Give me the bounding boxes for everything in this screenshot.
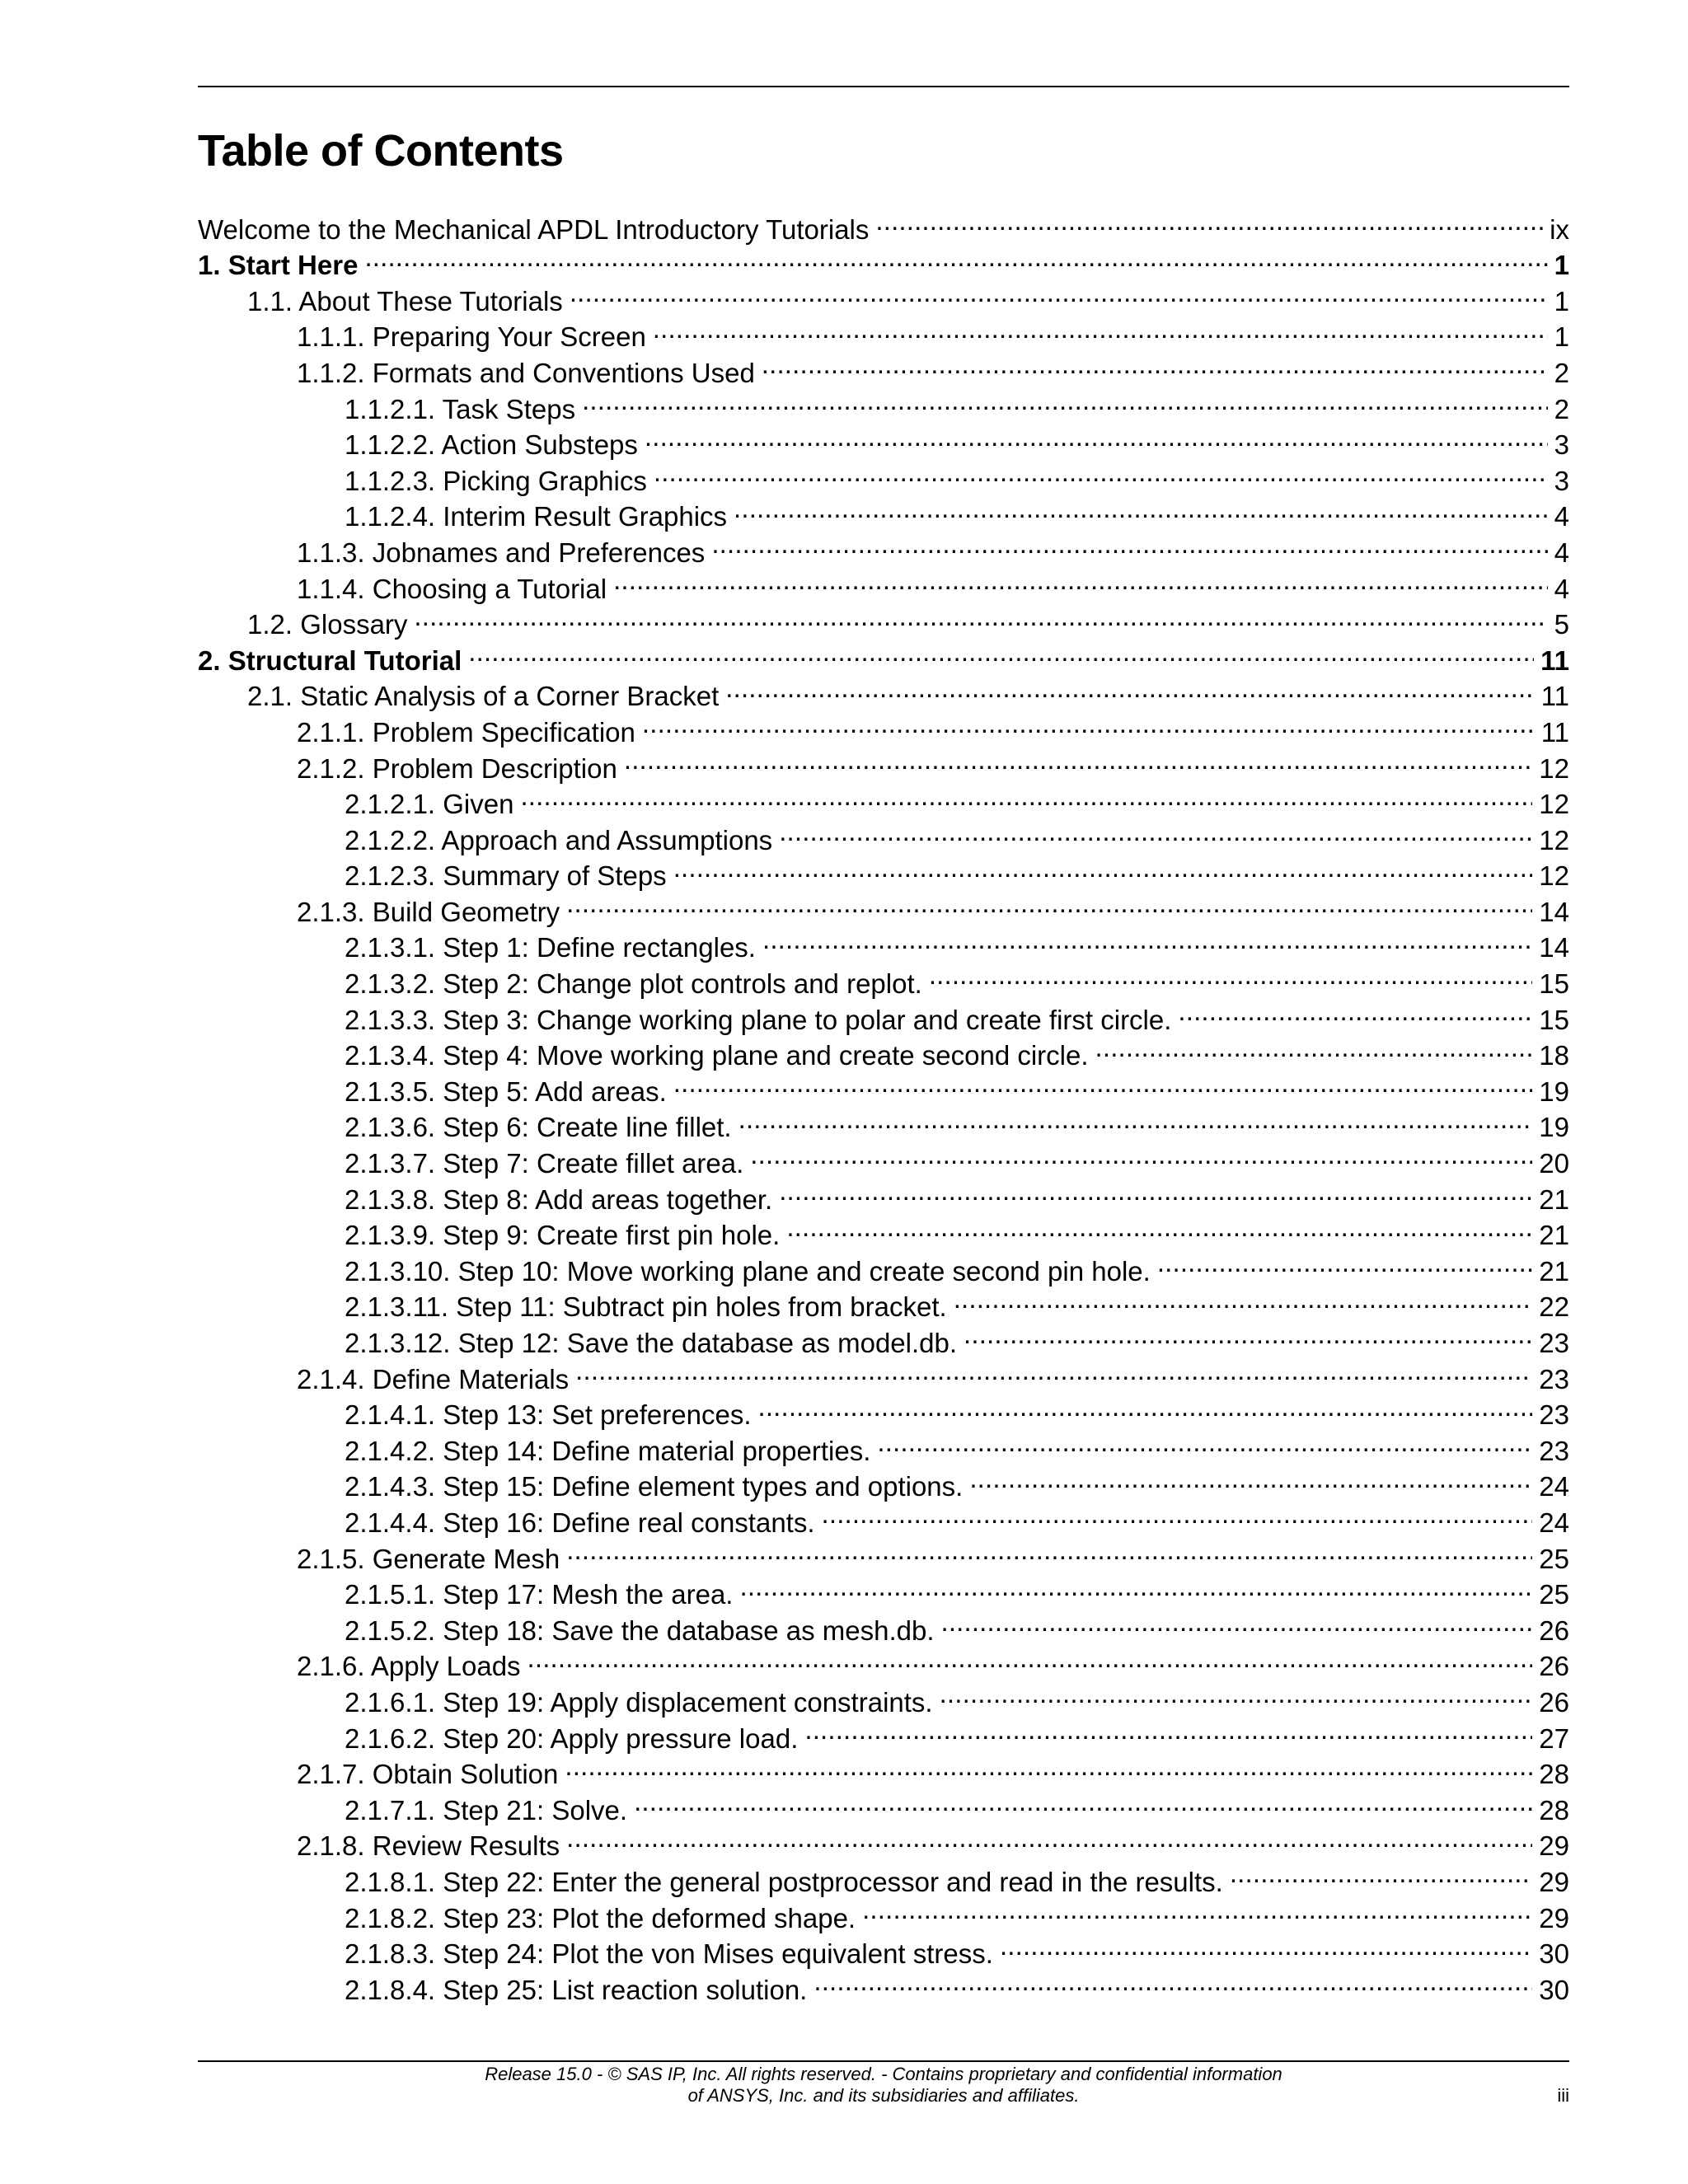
toc-entry-title: 2.1.3.5. Step 5: Add areas. xyxy=(345,1076,667,1107)
toc-dot-leader xyxy=(1095,1029,1533,1066)
toc-entry-page-number: 29 xyxy=(1539,1902,1569,1933)
toc-dot-leader xyxy=(570,274,1548,311)
toc-entry-title: 1.1.4. Choosing a Tutorial xyxy=(297,573,607,604)
toc-dot-leader xyxy=(642,705,1535,742)
toc-dot-leader xyxy=(520,778,1532,814)
toc-dot-leader xyxy=(954,1281,1533,1317)
toc-entry-page-number: ix xyxy=(1550,213,1569,245)
toc-entry[interactable] xyxy=(198,239,1569,281)
page-title: Table of Contents xyxy=(198,126,564,176)
toc-entry-page-number: 12 xyxy=(1539,824,1569,855)
toc-entry-page-number: 12 xyxy=(1539,789,1569,820)
toc-dot-leader xyxy=(814,1963,1532,1999)
toc-entry-page-number: 23 xyxy=(1539,1328,1569,1358)
toc-dot-leader xyxy=(654,454,1548,490)
toc-dot-leader xyxy=(414,598,1547,635)
toc-entry-page-number: 2 xyxy=(1554,357,1569,388)
toc-entry-page-number: 24 xyxy=(1539,1507,1569,1538)
toc-entry-page-number: 1 xyxy=(1554,250,1569,281)
toc-dot-leader xyxy=(779,813,1532,850)
toc-dot-leader xyxy=(738,1101,1533,1137)
toc-dot-leader xyxy=(1230,1855,1532,1891)
toc-entry-page-number: 24 xyxy=(1539,1471,1569,1502)
toc-dot-leader xyxy=(862,1891,1532,1928)
toc-entry-page-number: 20 xyxy=(1539,1148,1569,1179)
toc-dot-leader xyxy=(739,1568,1532,1605)
toc-entry-page-number: 26 xyxy=(1539,1686,1569,1718)
footer-notice-line-1: Release 15.0 - © SAS IP, Inc. All rights reserved. - Contains proprietary and confidential information xyxy=(485,2064,1282,2084)
toc-entry-page-number: 3 xyxy=(1554,429,1569,461)
toc-entry-title: 2.1.7. Obtain Solution xyxy=(297,1759,559,1790)
toc-dot-leader xyxy=(613,562,1548,598)
toc-entry-title: 1.1.1. Preparing Your Screen xyxy=(297,321,646,353)
toc-dot-leader xyxy=(624,742,1532,778)
toc-entry-title: 1.2. Glossary xyxy=(247,609,408,640)
toc-dot-leader xyxy=(653,311,1548,347)
toc-entry-page-number: 25 xyxy=(1539,1579,1569,1610)
toc-entry-page-number: 4 xyxy=(1554,501,1569,532)
toc-entry-title: 2.1.8.3. Step 24: Plot the von Mises equivalent stress. xyxy=(345,1938,993,1970)
toc-entry-title: 2.1.5.2. Step 18: Save the database as mesh.db. xyxy=(345,1615,935,1646)
toc-dot-leader xyxy=(673,1065,1533,1101)
toc-entry-title: 1.1.2.1. Task Steps xyxy=(345,393,576,424)
toc-dot-leader xyxy=(877,1424,1532,1460)
toc-entry-page-number: 15 xyxy=(1539,1004,1569,1035)
toc-entry-page-number: 25 xyxy=(1539,1543,1569,1574)
toc-entry[interactable] xyxy=(198,274,1569,316)
toc-entry-title: 1.1.2.2. Action Substeps xyxy=(345,429,638,461)
toc-entry-title: Welcome to the Mechanical APDL Introductory Tutorials xyxy=(198,213,870,245)
toc-dot-leader xyxy=(758,1389,1533,1425)
toc-entry-title: 2.1.3.2. Step 2: Change plot controls and replot. xyxy=(345,968,922,1000)
toc-entry-title: 2.1.4. Define Materials xyxy=(297,1363,570,1394)
footer-rule xyxy=(198,2060,1569,2062)
toc-dot-leader xyxy=(364,239,1547,275)
toc-entry-page-number: 21 xyxy=(1539,1220,1569,1251)
toc-dot-leader xyxy=(566,1820,1532,1856)
toc-entry-page-number: 11 xyxy=(1540,716,1569,748)
toc-entry-page-number: 15 xyxy=(1539,968,1569,1000)
toc-entry-title: 2.1.3.4. Step 4: Move working plane and create second circle. xyxy=(345,1040,1089,1071)
toc-entry-page-number: 26 xyxy=(1539,1651,1569,1682)
toc-dot-leader xyxy=(941,1604,1533,1640)
toc-entry-title: 2.1.5.1. Step 17: Mesh the area. xyxy=(345,1579,734,1610)
toc-dot-leader xyxy=(734,490,1548,527)
toc-dot-leader xyxy=(804,1712,1532,1748)
toc-dot-leader xyxy=(634,1783,1532,1820)
toc-entry-title: 2.1.5. Generate Mesh xyxy=(297,1543,560,1574)
toc-entry-title: 2.1. Static Analysis of a Corner Bracket xyxy=(247,681,720,712)
toc-entry-title: 1.1.2.4. Interim Result Graphics xyxy=(345,501,728,532)
toc-entry-title: 2.1.2.3. Summary of Steps xyxy=(345,860,667,892)
toc-entry-page-number: 12 xyxy=(1539,860,1569,892)
toc-entry-page-number: 3 xyxy=(1554,465,1569,496)
toc-dot-leader xyxy=(468,634,1534,670)
toc-dot-leader xyxy=(528,1640,1533,1676)
toc-dot-leader xyxy=(875,203,1543,239)
toc-entry-title: 2.1.2. Problem Description xyxy=(297,752,617,784)
toc-entry-title: 2.1.3.12. Step 12: Save the database as model.db. xyxy=(345,1328,958,1358)
toc-entry-page-number: 2 xyxy=(1554,393,1569,424)
toc-entry-page-number: 11 xyxy=(1540,681,1569,712)
toc-entry-page-number: 4 xyxy=(1554,573,1569,604)
toc-entry-title: 2.1.8.2. Step 23: Plot the deformed shape. xyxy=(345,1902,856,1933)
toc-entry-page-number: 21 xyxy=(1539,1183,1569,1215)
toc-dot-leader xyxy=(750,1137,1532,1173)
toc-entry-page-number: 5 xyxy=(1554,609,1569,640)
toc-entry-page-number: 30 xyxy=(1539,1938,1569,1970)
toc-entry-page-number: 14 xyxy=(1539,896,1569,927)
toc-entry-title: 2.1.3.7. Step 7: Create fillet area. xyxy=(345,1148,744,1179)
toc-entry-title: 2.1.6.1. Step 19: Apply displacement constraints. xyxy=(345,1686,933,1718)
toc-entry-title: 1.1.3. Jobnames and Preferences xyxy=(297,537,706,568)
toc-entry-page-number: 4 xyxy=(1554,537,1569,568)
toc-entry-title: 2.1.2.1. Given xyxy=(345,789,514,820)
toc-entry-page-number: 19 xyxy=(1539,1076,1569,1107)
toc-entry-title: 2.1.6. Apply Loads xyxy=(297,1651,521,1682)
toc-entry-title: 2.1.3.8. Step 8: Add areas together. xyxy=(345,1183,773,1215)
toc-entry-page-number: 18 xyxy=(1539,1040,1569,1071)
toc-entry-title: 2.1.3. Build Geometry xyxy=(297,896,560,927)
toc-dot-leader xyxy=(725,670,1534,706)
footer-notice xyxy=(198,2064,1569,2107)
toc-dot-leader xyxy=(822,1496,1533,1532)
header-rule xyxy=(198,86,1569,87)
toc-entry-title: 2.1.4.3. Step 15: Define element types and options. xyxy=(345,1471,964,1502)
toc-dot-leader xyxy=(711,526,1547,562)
toc-entry-page-number: 1 xyxy=(1554,285,1569,316)
toc-entry-page-number: 1 xyxy=(1554,321,1569,353)
footer-notice-line-2: of ANSYS, Inc. and its subsidiaries and affiliates. xyxy=(687,2085,1080,2106)
toc-entry-page-number: 23 xyxy=(1539,1399,1569,1431)
toc-entry-page-number: 29 xyxy=(1539,1830,1569,1862)
toc-entry-page-number: 23 xyxy=(1539,1435,1569,1466)
toc-dot-leader xyxy=(565,1748,1532,1784)
toc-entry-title: 2.1.3.11. Step 11: Subtract pin holes from bracket. xyxy=(345,1291,947,1323)
toc-entry-title: 1.1.2. Formats and Conventions Used xyxy=(297,357,755,388)
toc-dot-leader xyxy=(1157,1244,1532,1281)
toc-dot-leader xyxy=(673,850,1533,886)
toc-entry-title: 2.1.6.2. Step 20: Apply pressure load. xyxy=(345,1722,799,1754)
toc-entry-page-number: 11 xyxy=(1540,644,1569,676)
toc-entry-page-number: 26 xyxy=(1539,1615,1569,1646)
toc-entry-page-number: 14 xyxy=(1539,932,1569,963)
toc-entry-title: 2.1.3.6. Step 6: Create line fillet. xyxy=(345,1112,732,1143)
toc-entry-title: 2.1.2.2. Approach and Assumptions xyxy=(345,824,773,855)
toc-entry-title: 2.1.4.1. Step 13: Set preferences. xyxy=(345,1399,752,1431)
toc-entry-page-number: 27 xyxy=(1539,1722,1569,1754)
toc-entry-page-number: 19 xyxy=(1539,1112,1569,1143)
toc-dot-leader xyxy=(575,1352,1532,1389)
toc-entry-page-number: 23 xyxy=(1539,1363,1569,1394)
toc-entry-title: 2.1.8. Review Results xyxy=(297,1830,560,1862)
toc-dot-leader xyxy=(929,957,1532,993)
toc-entry[interactable] xyxy=(198,203,1569,245)
toc-entry-title: 2.1.8.1. Step 22: Enter the general postprocessor and read in the results. xyxy=(345,1866,1223,1897)
table-of-contents xyxy=(198,203,1569,2005)
toc-entry-title: 2.1.4.4. Step 16: Define real constants. xyxy=(345,1507,815,1538)
toc-entry-title: 2.1.3.3. Step 3: Change working plane to polar and create first circle. xyxy=(345,1004,1172,1035)
toc-dot-leader xyxy=(1178,993,1532,1029)
toc-entry-title: 2.1.3.10. Step 10: Move working plane and create second pin hole. xyxy=(345,1255,1151,1286)
toc-entry-title: 2.1.3.9. Step 9: Create first pin hole. xyxy=(345,1220,781,1251)
toc-dot-leader xyxy=(786,1209,1532,1245)
toc-entry-page-number: 21 xyxy=(1539,1255,1569,1286)
toc-entry-title: 1.1.2.3. Picking Graphics xyxy=(345,465,647,496)
toc-dot-leader xyxy=(940,1675,1533,1712)
toc-entry-page-number: 28 xyxy=(1539,1794,1569,1825)
toc-entry-page-number: 29 xyxy=(1539,1866,1569,1897)
toc-entry-title: 1. Start Here xyxy=(198,250,359,281)
footer-page-number: iii xyxy=(1557,2085,1569,2106)
toc-entry-title: 1.1. About These Tutorials xyxy=(247,285,563,316)
toc-dot-leader xyxy=(1000,1928,1532,1964)
toc-dot-leader xyxy=(762,921,1532,958)
toc-dot-leader xyxy=(566,885,1532,921)
toc-entry-page-number: 30 xyxy=(1539,1974,1569,2005)
toc-dot-leader xyxy=(645,419,1548,455)
toc-entry-title: 2.1.3.1. Step 1: Define rectangles. xyxy=(345,932,756,963)
toc-dot-leader xyxy=(964,1316,1532,1352)
toc-entry-title: 2.1.8.4. Step 25: List reaction solution. xyxy=(345,1974,808,2005)
toc-dot-leader xyxy=(566,1532,1532,1568)
toc-dot-leader xyxy=(762,346,1548,382)
toc-entry-title: 2. Structural Tutorial xyxy=(198,644,462,676)
toc-entry-page-number: 22 xyxy=(1539,1291,1569,1323)
toc-dot-leader xyxy=(969,1460,1532,1497)
toc-entry-page-number: 12 xyxy=(1539,752,1569,784)
toc-entry-title: 2.1.1. Problem Specification xyxy=(297,716,635,748)
toc-entry-page-number: 28 xyxy=(1539,1759,1569,1790)
toc-dot-leader xyxy=(779,1173,1532,1209)
toc-dot-leader xyxy=(582,382,1548,419)
toc-entry-title: 2.1.7.1. Step 21: Solve. xyxy=(345,1794,628,1825)
toc-entry-title: 2.1.4.2. Step 14: Define material properties. xyxy=(345,1435,871,1466)
